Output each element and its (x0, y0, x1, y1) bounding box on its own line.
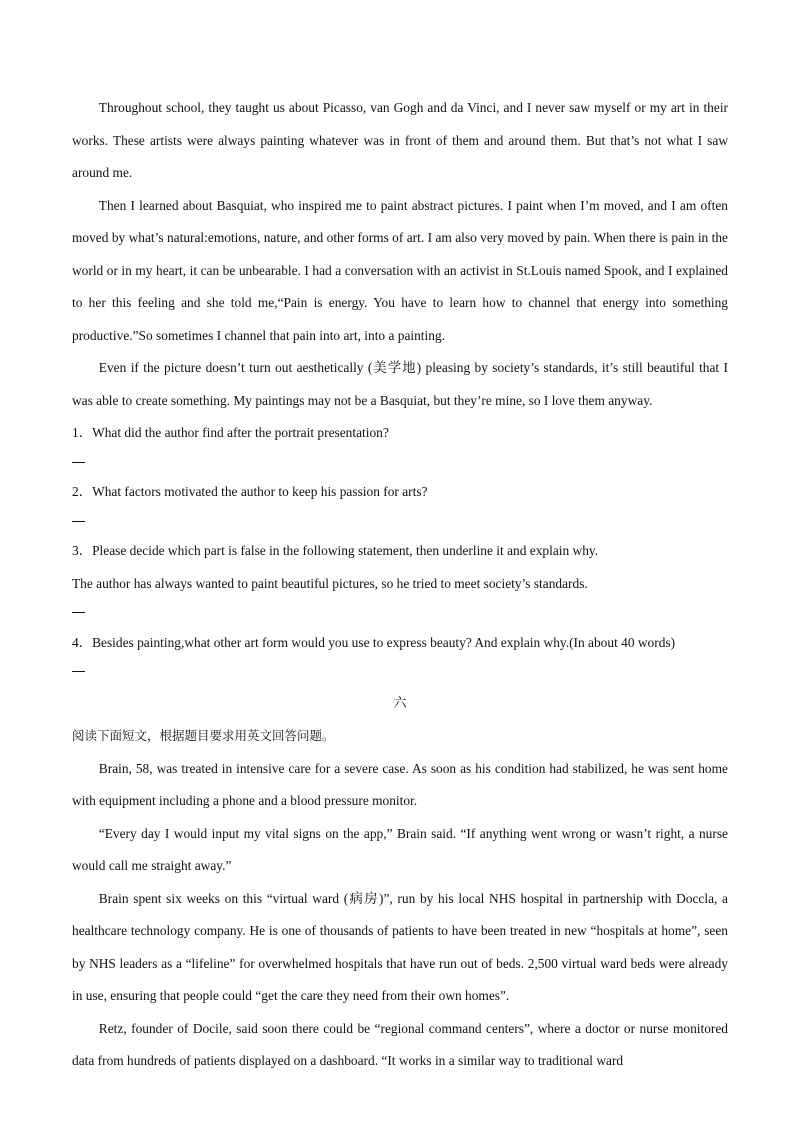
passage-paragraph: Even if the picture doesn’t turn out aesthetically (美学地) pleasing by society’s standards, it’s still beautiful that I was able to create something. My paintings may not be a Basquiat, but they’re mine, so I love them anyway. (72, 360, 728, 408)
answer-dash (72, 671, 85, 672)
document-page (72, 92, 728, 1078)
answer-line-4[interactable] (72, 659, 728, 686)
question-3: 3．Please decide which part is false in the following statement, then underline it and explain why. (72, 543, 599, 558)
question-2: 2．What factors motivated the author to keep his passion for arts? (72, 484, 428, 499)
answer-dash (72, 521, 85, 522)
question-1: 1．What did the author find after the portrait presentation? (72, 425, 389, 440)
answer-dash (72, 612, 85, 613)
section-heading: 六 (393, 695, 407, 711)
answer-line-1[interactable] (72, 450, 728, 477)
question-4: 4．Besides painting,what other art form would you use to express beauty? And explain why.(In about 40 words) (72, 634, 676, 650)
passage-paragraph: Brain, 58, was treated in intensive care for a severe case. As soon as his condition had stabilized, he was sent home with equipment including a phone and a blood pressure monitor. (72, 760, 728, 808)
section-instruction: 阅读下面短文，根据题目要求用英文回答问题。 (72, 728, 335, 743)
answer-dash (72, 462, 85, 463)
question-3-statement: The author has always wanted to paint beautiful pictures, so he tried to meet society’s standards. (72, 575, 588, 591)
passage-paragraph: Retz, founder of Docile, said soon there could be “regional command centers”, where a doctor or nurse monitored data from hundreds of patients displayed on a dashboard. “It works in a similar way to traditional ward (72, 1020, 728, 1068)
passage-paragraph: Throughout school, they taught us about Picasso, van Gogh and da Vinci, and I never saw myself or my art in their works. These artists were always painting whatever was in front of them and around them. But that’s not what I saw around me. (72, 100, 728, 180)
passage-paragraph: “Every day I would input my vital signs on the app,” Brain said. “If anything went wrong or wasn’t right, a nurse would call me straight away.” (72, 825, 728, 873)
answer-line-3[interactable] (72, 600, 728, 627)
answer-line-2[interactable] (72, 509, 728, 536)
passage-paragraph: Brain spent six weeks on this “virtual ward (病房)”, run by his local NHS hospital in partnership with Doccla, a healthcare technology company. He is one of thousands of patients to have been treated in new “hospitals at home”, seen by NHS leaders as a “lifeline” for overwhelmed hospitals that have run out of beds. 2,500 virtual ward beds were already in use, ensuring that people could “get the care they need from their own homes”. (72, 890, 728, 1003)
passage-paragraph: Then I learned about Basquiat, who inspired me to paint abstract pictures. I paint when I’m moved, and I am often moved by what’s natural:emotions, nature, and other forms of art. I am also very moved by pain. When there is pain in the world or in my heart, it can be unbearable. I had a conversation with an activist in St.Louis named Spook, and I explained to her this feeling and she told me,“Pain is energy. You have to learn how to channel that energy into something productive.”So sometimes I channel that pain into art, into a painting. (72, 197, 728, 343)
